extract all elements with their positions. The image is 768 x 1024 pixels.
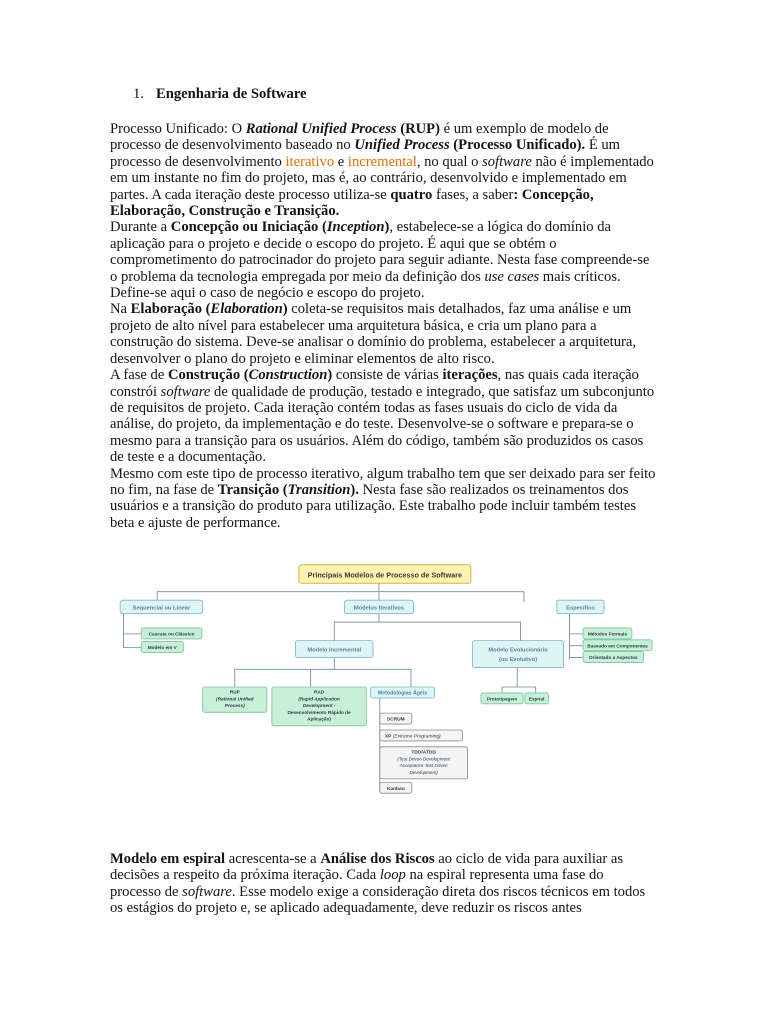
bottom-text (110, 851, 658, 917)
node-xp-full: (Extreme Programing) (391, 734, 441, 740)
node-tdd-label-3: Acceptance Test Driven (399, 763, 448, 769)
node-ageis (371, 687, 435, 698)
node-evolucionario-label-2: (ou Evolutivo) (498, 656, 538, 663)
text-run: mais críticos. Define-se aqui o caso de negócio e escopo do projeto. (110, 268, 621, 302)
node-modelo-v-label: Modelo em V (147, 646, 177, 652)
paragraph-espiral (110, 851, 658, 917)
text-run: Processo Unificado: O (110, 121, 246, 137)
connector-root (157, 592, 524, 602)
text-run: Nesta fase são realizados os treinamentos dos usuários e a transição do produto para utilização. Este trabalho pode incluir também testes beta e ajuste de performance. (110, 481, 637, 531)
text-run: , nas quais cada iteração constrói (110, 367, 639, 400)
text-run: na espiral representa uma fase do processo de (110, 867, 604, 900)
text-run: Rational Unified Process (245, 121, 397, 137)
node-aspectos (583, 652, 644, 663)
highlight-iterativo: iterativo (285, 153, 335, 170)
node-rad (272, 687, 366, 726)
section-heading (133, 86, 307, 103)
text-run: Construction (248, 367, 328, 384)
node-scrum (380, 713, 412, 724)
node-incremental-label: Modelo Incremental (307, 647, 362, 654)
node-prototipagem (481, 693, 523, 704)
text-run: ) (384, 219, 390, 236)
connector-sequencial (123, 614, 141, 648)
node-rup-label-2: (Rational Unified (216, 697, 254, 703)
node-espiral (525, 693, 549, 704)
text-run: software (182, 883, 232, 900)
paragraph-rup (110, 121, 658, 219)
node-espiral-label: Espiral (528, 697, 545, 703)
text-run: Na (110, 301, 131, 318)
text-run: quatro (390, 186, 433, 203)
process-models-diagram (110, 558, 658, 840)
heading-title: Engenharia de Software (156, 86, 307, 102)
node-modelo-v (141, 641, 183, 652)
body-text (110, 121, 658, 531)
text-run: Construção (167, 367, 241, 384)
text-run: Mesmo com este tipo de processo iterativo, algum trabalho tem que ser deixado para ser feito no fim, na fase de (110, 465, 656, 498)
text-run: (Processo Unificado). (449, 137, 586, 154)
node-iterativos (344, 600, 413, 613)
text-run: Transition (287, 481, 351, 498)
text-run: software (482, 153, 532, 170)
node-tdd-label-4: Development) (409, 769, 438, 775)
connector-iterativos (334, 614, 520, 641)
text-run: Unified Process (354, 137, 450, 154)
text-run: é um exemplo de modelo de processo de desenvolvimento baseado no (110, 121, 609, 154)
node-rup-label-3: Process) (224, 704, 245, 710)
text-run: Elaboração (130, 301, 203, 318)
connector-evolucionario (502, 668, 536, 693)
text-run: Durante a (110, 219, 171, 236)
node-incremental (295, 641, 373, 658)
paragraph-concepcao (110, 219, 658, 301)
text-run: Transição (217, 481, 280, 498)
node-title-label: Principais Modelos de Processo de Software (307, 570, 462, 580)
paragraph-elaboracao (110, 301, 658, 367)
text-run: (RUP) (396, 121, 440, 137)
text-run: Elaboration (210, 301, 283, 318)
node-cascata-label: Cascata ou Clássico (148, 632, 195, 638)
text-run: Inception (326, 219, 385, 236)
node-ageis-label: Metodologias Ágeis (377, 690, 428, 697)
text-run: Concepção ou Iniciação (170, 219, 319, 236)
text-run: use cases (484, 268, 540, 285)
node-rad-label-3: Development - (302, 704, 336, 710)
text-run: ( (318, 219, 327, 236)
node-formais (583, 628, 632, 639)
node-evolucionario (473, 641, 564, 668)
text-run: ao ciclo de vida para auxiliar as decisões a respeito da próxima iteração. Cada (110, 851, 624, 884)
text-run: e (334, 153, 348, 170)
node-rad-label-2: (Rapid Application (298, 697, 340, 703)
node-rad-label-4: Desenvolvimento Rápido de (287, 710, 351, 716)
text-run: : Concepção, Elaboração, Construção e Transição. (110, 186, 594, 220)
node-especifico-label: Específico (566, 605, 595, 612)
node-sequencial (120, 600, 203, 613)
node-formais-label: Métodos Formais (587, 632, 627, 638)
text-run: Modelo em espiral (110, 851, 226, 867)
node-rup (203, 687, 267, 712)
node-tdd (380, 747, 468, 779)
diagram-svg (110, 558, 658, 840)
node-rad-label-1: RAD (313, 690, 325, 696)
text-run: ) (327, 367, 333, 384)
node-tdd-label-2: (Test Driven Development (397, 756, 450, 762)
node-componentes-label: Baseado em Componentes (587, 644, 648, 650)
text-run: ( (202, 301, 211, 318)
node-kanban (380, 782, 412, 793)
node-xp-label (385, 734, 441, 740)
node-aspectos-label: Orientado a Aspectos (589, 656, 638, 662)
node-kanban-label: Kanban (386, 786, 405, 792)
text-run: fases, a saber (432, 186, 514, 203)
text-run: , estabelece-se a lógica do domínio da aplicação para o projeto e decide o escopo do projeto. É aqui que se obtém o comprometimento do patrocinador do projeto para seguir adiante. Nesta fase compreende-se o problema da tecnologia empregada por meio da definição dos (110, 219, 650, 285)
text-run: coleta-se requisitos mais detalhados, faz uma análise e um projeto de alto nível para estabelecer uma arquitetura básica, e cria um plano para a construção do sistema. Deve-se analisar o domínio do problema, estabelecer a arquitetura, desenvolver o plano do projeto e eliminar elementos de alto risco. (110, 301, 636, 367)
node-xp-abbr: XP (384, 734, 392, 740)
highlight-incremental: incremental (347, 153, 417, 170)
node-prototipagem-label: Prototipagem (486, 697, 518, 703)
node-rad-label-5: Aplicação) (307, 717, 332, 723)
text-run: loop (379, 867, 406, 884)
node-especifico (557, 600, 604, 613)
text-run: . Esse modelo exige a consideração direta dos riscos técnicos em todos os estágios do projeto e, se aplicado adequadamente, deve reduzir os riscos antes (110, 883, 646, 917)
node-iterativos-label: Modelos Iterativos (353, 605, 405, 612)
text-run: ). (350, 481, 359, 498)
node-xp (380, 730, 463, 741)
node-cascata (141, 628, 202, 639)
node-evolucionario-box (473, 641, 564, 668)
heading-number: 1. (133, 86, 144, 102)
node-tdd-label-1: TDD/ATDD (411, 750, 436, 756)
connector-especifico (569, 614, 582, 660)
text-run: de qualidade de produção, testado e integrado, que satisfaz um subconjunto de requisitos de projeto. Cada iteração contém todas as fases usuais do ciclo de vida da análise, do projeto, da implementação e do teste. Desenvolve-se o software e prepara-se o mesmo para a transição para os usuários. Além do código, também são produzidos os casos de teste e a documentação. (110, 383, 655, 466)
text-run: software (160, 383, 211, 400)
text-run: ( (240, 367, 249, 384)
paragraph-transicao (110, 466, 658, 532)
text-run: não é implementado em um instante no fim do projeto, mas é, ao contrário, desenvolvido e implementado em partes. A cada iteração deste processo utiliza-se (110, 153, 654, 203)
node-rup-label-1: RUP (229, 690, 240, 696)
text-run: ) (282, 301, 288, 318)
text-run: iterações (442, 367, 498, 384)
node-title (299, 565, 471, 584)
text-run: consiste de várias (332, 367, 443, 384)
node-evolucionario-label-1: Modelo Evolucionário (488, 647, 548, 654)
text-run: ( (279, 481, 288, 498)
node-sequencial-label: Sequencial ou Linear (132, 605, 191, 612)
node-scrum-label: SCRUM (386, 717, 405, 723)
text-run: A fase de (110, 367, 168, 384)
text-run: acrescenta-se a (225, 851, 321, 867)
paragraph-construcao (110, 367, 658, 465)
text-run: Análise dos Riscos (320, 851, 435, 867)
node-componentes (583, 640, 652, 651)
connector-incremental (235, 657, 411, 687)
text-run: , no qual o (416, 153, 483, 170)
text-run: É um processo de desenvolvimento (110, 137, 621, 170)
